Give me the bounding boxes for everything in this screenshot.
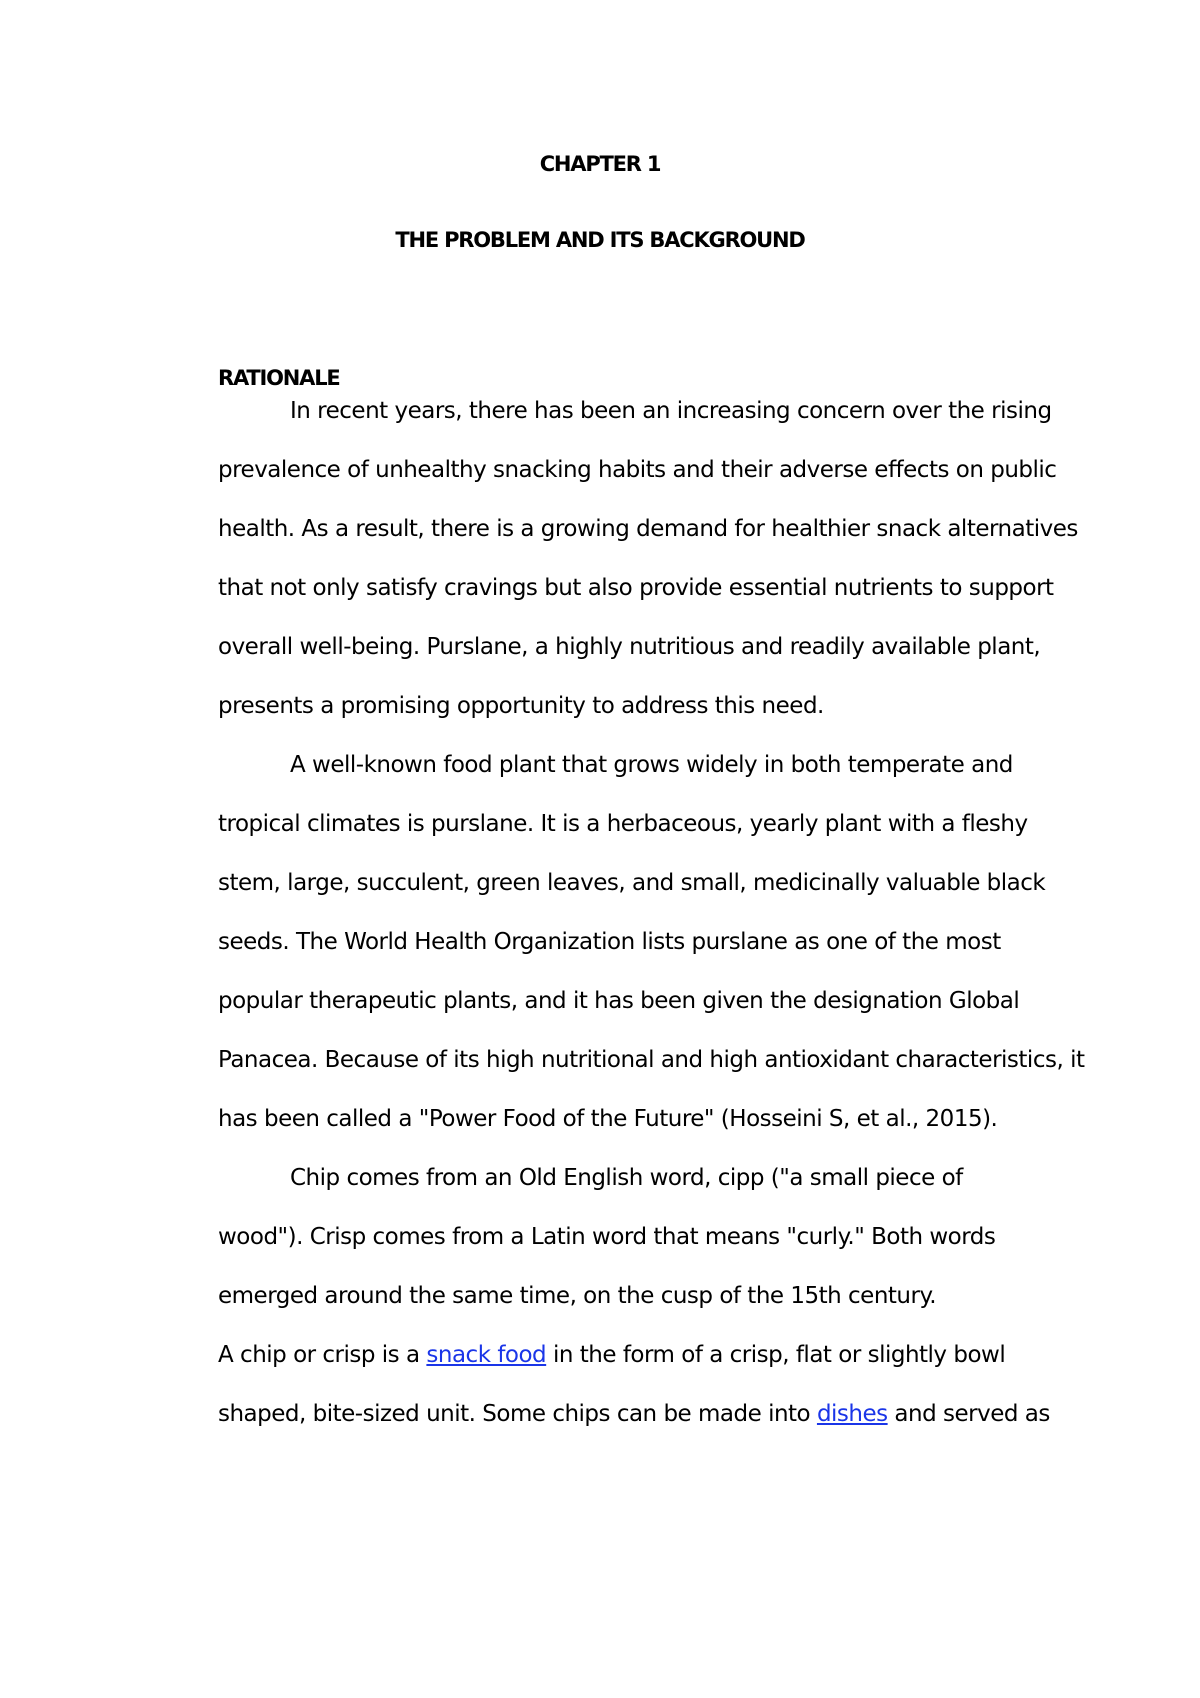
paragraph-line: tropical climates is purslane. It is a herbaceous, yearly plant with a fleshy	[218, 811, 1028, 837]
paragraph-line: emerged around the same time, on the cusp of the 15th century.	[218, 1283, 937, 1309]
paragraph-line: health. As a result, there is a growing demand for healthier snack alternatives	[218, 516, 1078, 542]
paragraph-line-with-link	[218, 1341, 1005, 1369]
line-text: in the form of a crisp, flat or slightly bowl	[546, 1342, 1006, 1368]
paragraph-line: has been called a "Power Food of the Future" (Hosseini S, et al., 2015).	[218, 1106, 998, 1132]
paragraph-line: that not only satisfy cravings but also provide essential nutrients to support	[218, 575, 1054, 601]
chapter-title: THE PROBLEM AND ITS BACKGROUND	[395, 228, 805, 252]
line-text: and served as	[887, 1401, 1050, 1427]
paragraph-line: popular therapeutic plants, and it has been given the designation Global	[218, 988, 1020, 1014]
paragraph-line: presents a promising opportunity to address this need.	[218, 693, 824, 719]
section-heading-rationale: RATIONALE	[218, 366, 340, 390]
paragraph-line: prevalence of unhealthy snacking habits and their adverse effects on public	[218, 457, 1057, 483]
snack-food-link[interactable]: snack food	[426, 1342, 547, 1368]
paragraph-line: In recent years, there has been an increasing concern over the rising	[290, 398, 1052, 424]
dishes-link[interactable]: dishes	[816, 1401, 888, 1427]
paragraph-line: wood"). Crisp comes from a Latin word that means "curly." Both words	[218, 1224, 996, 1250]
paragraph-line-with-link	[218, 1400, 1050, 1428]
line-text: A chip or crisp is a	[218, 1342, 427, 1368]
paragraph-line: A well-known food plant that grows widely in both temperate and	[290, 752, 1013, 778]
paragraph-line: seeds. The World Health Organization lists purslane as one of the most	[218, 929, 1001, 955]
line-text: shaped, bite-sized unit. Some chips can be made into	[218, 1401, 817, 1427]
paragraph-line: Panacea. Because of its high nutritional and high antioxidant characteristics, it	[218, 1047, 1085, 1073]
paragraph-line: stem, large, succulent, green leaves, and small, medicinally valuable black	[218, 870, 1046, 896]
paragraph-line: overall well-being. Purslane, a highly nutritious and readily available plant,	[218, 634, 1041, 660]
chapter-heading: CHAPTER 1	[539, 152, 661, 176]
paragraph-line: Chip comes from an Old English word, cipp ("a small piece of	[290, 1165, 963, 1191]
